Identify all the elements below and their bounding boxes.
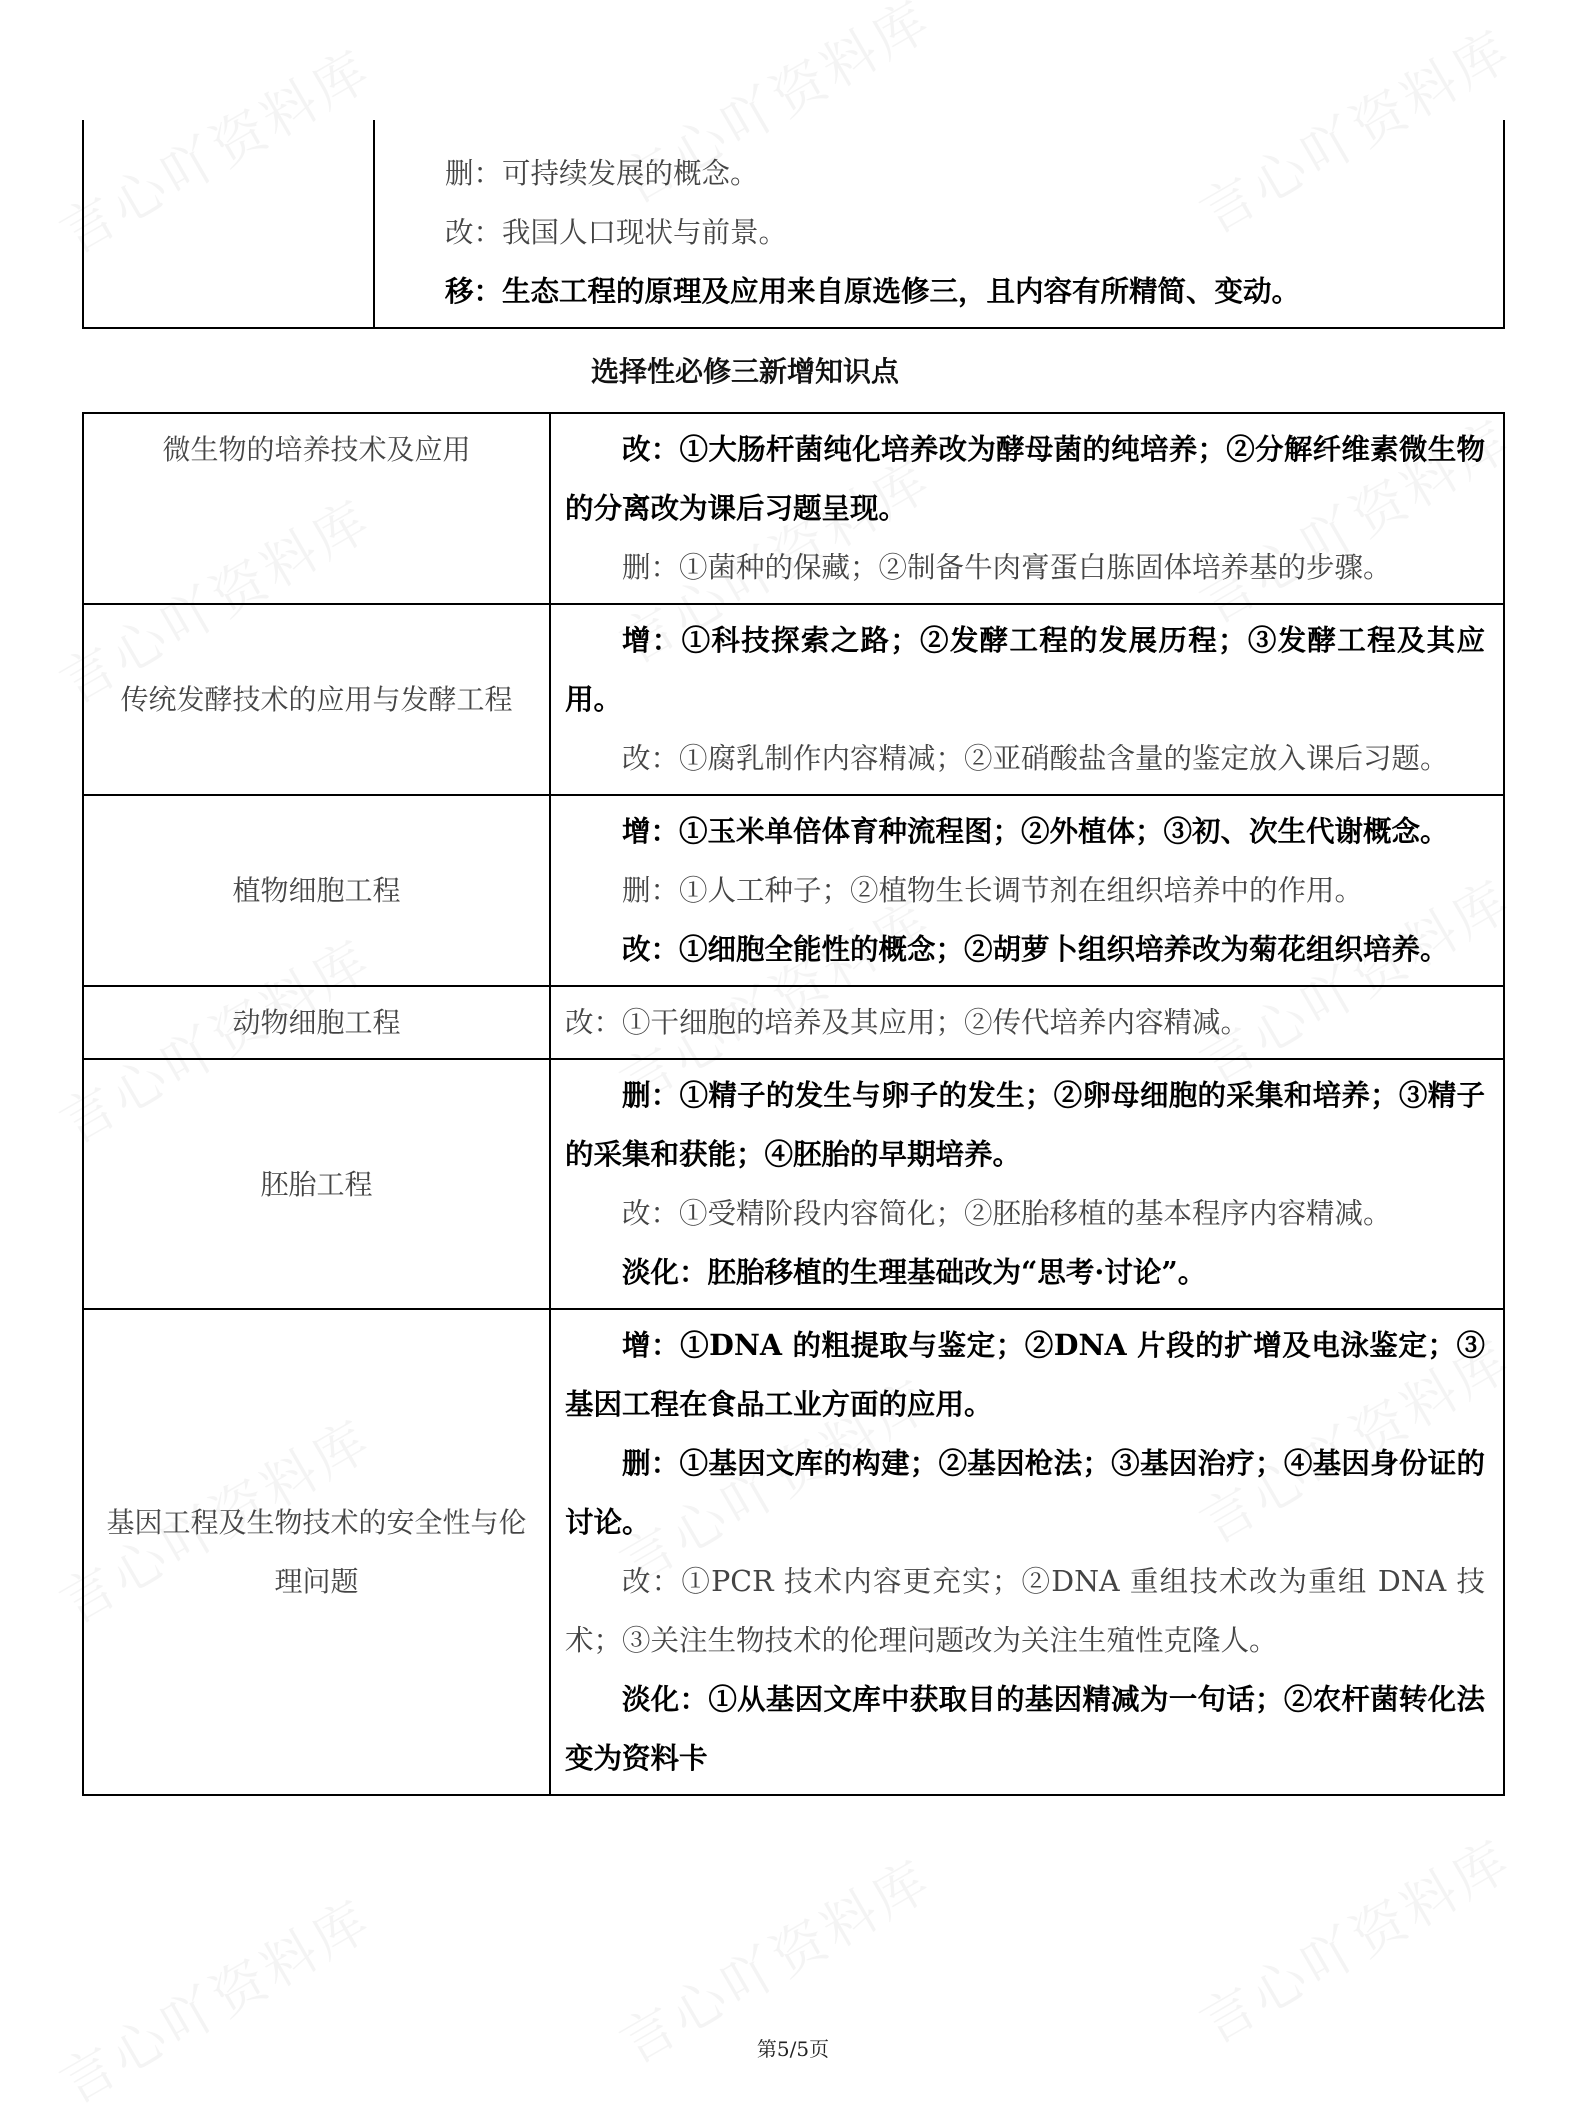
changes-cell: [550, 413, 1504, 604]
knowledge-changes-table: [82, 412, 1505, 1796]
topic-cell: 基因工程及生物技术的安全性与伦理问题: [83, 1309, 550, 1795]
changes-cell: [550, 604, 1504, 795]
table-row: [83, 120, 1504, 328]
watermark: [44, 1878, 384, 2119]
table-row: [83, 413, 1504, 604]
topic-cell: 动物细胞工程: [83, 986, 550, 1059]
changes-cell: [550, 1309, 1504, 1795]
change-item: 改：①受精阶段内容简化；②胚胎移植的基本程序内容精减。: [622, 1197, 1392, 1230]
change-item: 改：①PCR 技术内容更充实；②DNA 重组技术改为重组 DNA 技术；③关注生物技术的伦理问题改为关注生殖性克隆人。: [565, 1565, 1485, 1657]
page-number: 第5/5页: [756, 2037, 830, 2061]
change-item: 删：①基因文库的构建；②基因枪法；③基因治疗；④基因身份证的讨论。: [565, 1446, 1485, 1539]
watermark: [1184, 1818, 1524, 2059]
change-item: 改：我国人口现状与前景。: [445, 216, 788, 249]
change-item: 删：①菌种的保藏；②制备牛肉膏蛋白胨固体培养基的步骤。: [622, 551, 1392, 584]
topic-cell: 传统发酵技术的应用与发酵工程: [83, 604, 550, 795]
previous-table-continuation: [82, 120, 1505, 329]
topic-cell: 胚胎工程: [83, 1059, 550, 1309]
change-item: 淡化：胚胎移植的生理基础改为“思考·讨论”。: [622, 1255, 1207, 1289]
changes-cell: [374, 120, 1504, 328]
table-row: [83, 1059, 1504, 1309]
change-item: 改：①大肠杆菌纯化培养改为酵母菌的纯培养；②分解纤维素微生物的分离改为课后习题呈现。: [565, 432, 1485, 525]
change-item: 增：①玉米单倍体育种流程图；②外植体；③初、次生代谢概念。: [622, 814, 1449, 848]
change-item: 删：可持续发展的概念。: [445, 157, 759, 190]
change-item: 删：①精子的发生与卵子的发生；②卵母细胞的采集和培养；③精子的采集和获能；④胚胎的早期培养。: [565, 1078, 1485, 1171]
change-item: 增：①科技探索之路；②发酵工程的发展历程；③发酵工程及其应用。: [565, 623, 1485, 716]
change-item: 移：生态工程的原理及应用来自原选修三，且内容有所精简、变动。: [445, 274, 1301, 308]
changes-cell: [550, 1059, 1504, 1309]
topic-cell: 植物细胞工程: [83, 795, 550, 986]
change-item: 改：①腐乳制作内容精减；②亚硝酸盐含量的鉴定放入课后习题。: [622, 742, 1449, 775]
table-row: [83, 1309, 1504, 1795]
topic-cell: 微生物的培养技术及应用: [83, 413, 550, 604]
changes-cell: [550, 795, 1504, 986]
changes-cell: [550, 986, 1504, 1059]
table-row: [83, 986, 1504, 1059]
change-item: 淡化：①从基因文库中获取目的基因精减为一句话；②农杆菌转化法变为资料卡: [565, 1682, 1485, 1775]
topic-cell: [83, 120, 374, 328]
section-title: 选择性必修三新增知识点: [590, 355, 899, 388]
change-item: 改：①细胞全能性的概念；②胡萝卜组织培养改为菊花组织培养。: [622, 932, 1449, 966]
table-row: [83, 604, 1504, 795]
change-item: 改：①干细胞的培养及其应用；②传代培养内容精减。: [565, 1006, 1250, 1039]
change-item: 增：①DNA 的粗提取与鉴定；②DNA 片段的扩增及电泳鉴定；③基因工程在食品工业方面的应用。: [565, 1328, 1485, 1421]
table-row: [83, 795, 1504, 986]
change-item: 删：①人工种子；②植物生长调节剂在组织培养中的作用。: [622, 874, 1364, 907]
